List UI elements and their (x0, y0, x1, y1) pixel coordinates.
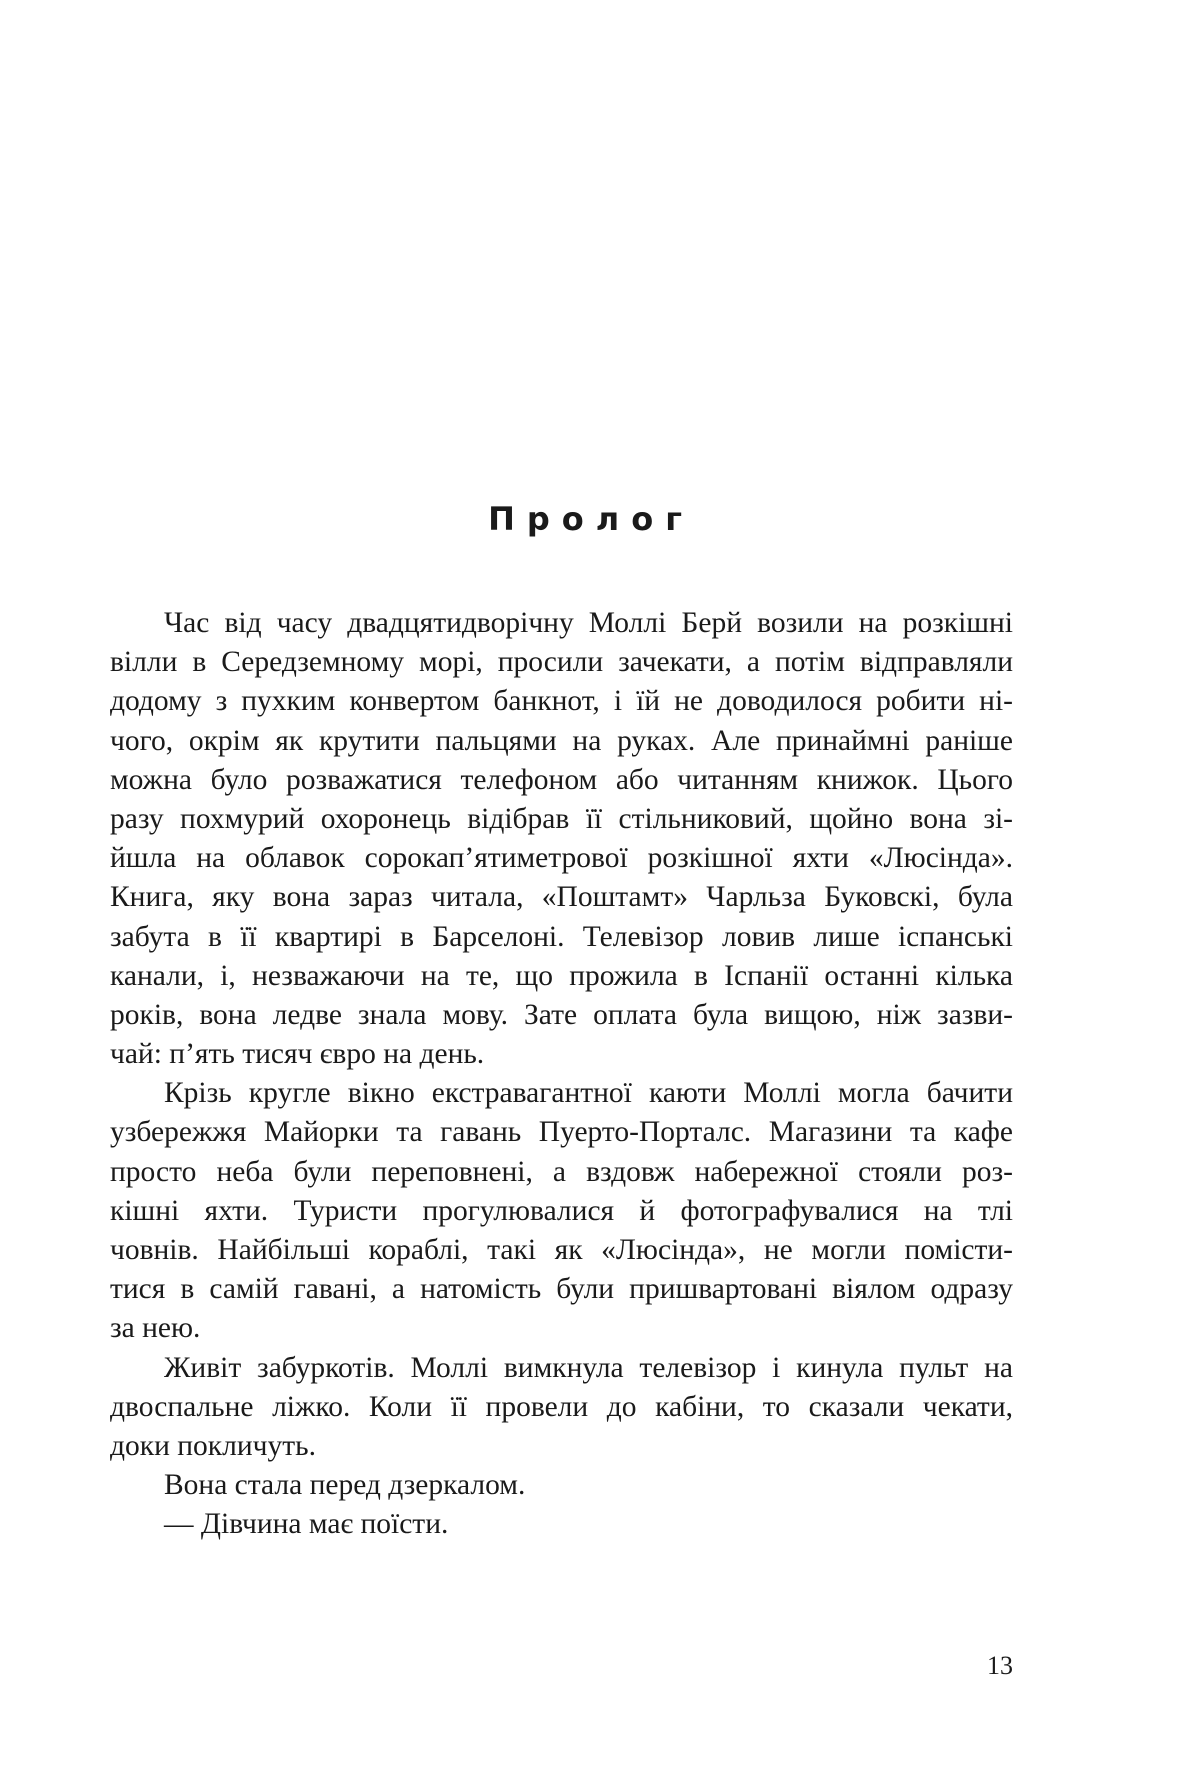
text-line: йшла на облавок сорокап’ятиметрової розкішної яхти «Люсінда». (110, 842, 1013, 875)
text-line: забута в її квартирі в Барселоні. Телевізор ловив лише іспанські (110, 920, 1013, 953)
text-line: чого, окрім як крутити пальцями на руках. Але принаймні раніше (110, 724, 1013, 757)
text-line: канали, і, незважаючи на те, що прожила в Іспанії останні кілька (110, 959, 1013, 992)
chapter-title: Пролог (488, 500, 694, 538)
text-line: Час від часу двадцятидворічну Моллі Берй возили на розкішні (164, 607, 1013, 639)
text-line: за нею. (110, 1312, 201, 1345)
paragraph-1 (110, 604, 1013, 1074)
paragraph-5-dialogue (110, 1505, 1013, 1544)
text-line: Крізь кругле вікно екстравагантної каюти Моллі могла бачити (164, 1077, 1013, 1110)
text-line: доки покличуть. (110, 1429, 316, 1462)
paragraph-4 (110, 1466, 1013, 1505)
text-line: двоспальне ліжко. Коли її провели до кабіни, то сказали чекати, (110, 1390, 1013, 1423)
text-line: просто неба були переповнені, а вздовж набережної стояли роз- (110, 1155, 1013, 1188)
text-line: вілли в Середземному морі, просили зачекати, а потім відправляли (110, 646, 1013, 679)
text-line: можна було розважатися телефоном або читанням книжок. Цього (110, 763, 1013, 796)
text-line: Живіт забуркотів. Моллі вимкнула телевізор і кинула пульт на (164, 1351, 1013, 1384)
paragraph-3 (110, 1349, 1013, 1467)
text-line: Вона стала перед дзеркалом. (164, 1469, 526, 1502)
text-line: узбережжя Майорки та гавань Пуерто-Порталс. Магазини та кафе (110, 1116, 1013, 1149)
text-line: кішні яхти. Туристи прогулювалися й фотографувалися на тлі (110, 1194, 1013, 1227)
text-line: разу похмурий охоронець відібрав її стільниковий, щойно вона зі- (110, 802, 1013, 835)
text-line: років, вона ледве знала мову. Зате оплата була вищою, ніж зазви- (110, 998, 1013, 1031)
text-line: Книга, яку вона зараз читала, «Поштамт» Чарльза Буковскі, була (110, 881, 1013, 914)
text-line: чай: п’ять тисяч євро на день. (110, 1038, 485, 1071)
text-line: — Дівчина має поїсти. (164, 1508, 449, 1541)
text-line: додому з пухким конвертом банкнот, і їй не доводилося робити ні- (110, 685, 1013, 718)
text-line: човнів. Найбільші кораблі, такі як «Люсінда», не могли помісти- (110, 1234, 1013, 1266)
paragraph-2 (110, 1074, 1013, 1348)
body-text (110, 604, 1013, 1545)
text-line: тися в самій гавані, а натомість були пришвартовані віялом одразу (110, 1273, 1013, 1306)
page-number: 13 (987, 1651, 1013, 1680)
